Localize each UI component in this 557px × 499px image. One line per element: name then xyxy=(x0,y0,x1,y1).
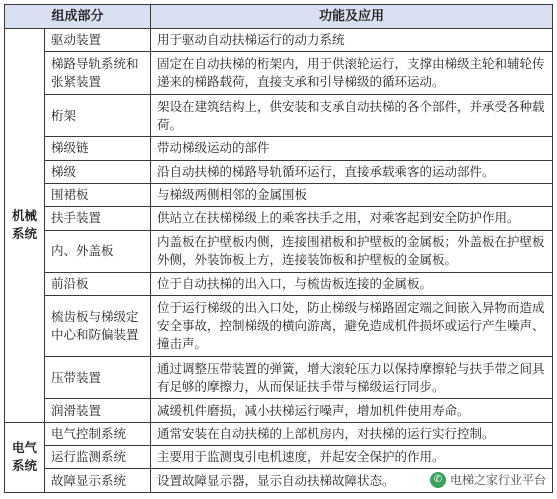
function-cell: 架设在建筑结构上，供安装和支承自动扶梯的各个部件，并承受各种载荷。 xyxy=(151,94,553,136)
function-cell: 位于自动扶梯的出入口，与梳齿板连接的金属板。 xyxy=(151,273,553,296)
function-cell: 通过调整压带装置的弹簧，增大滚轮压力以保持摩擦轮与扶手带之间具有足够的摩擦力，从而保证扶手带与梯级运行同步。 xyxy=(151,356,553,398)
table-row xyxy=(5,230,553,272)
watermark-text: 电梯之家行业平台 xyxy=(449,473,546,487)
category-electrical: 电气系统 xyxy=(5,422,45,492)
table-row xyxy=(5,183,553,206)
function-cell: 位于运行梯级的出入口处，防止梯级与梯路固定端之间嵌入异物而造成安全事故，控制梯级的横向游离，避免造成机件损坏或运行产生噪声、撞击声。 xyxy=(151,296,553,357)
component-cell: 梯级 xyxy=(45,160,151,183)
table-row xyxy=(5,356,553,398)
function-cell: 主要用于监测曳引电机速度，并起安全保护的作用。 xyxy=(151,446,553,469)
component-cell: 前沿板 xyxy=(45,273,151,296)
component-cell: 扶手装置 xyxy=(45,207,151,230)
function-cell: 与梯级两侧相邻的金属围板 xyxy=(151,183,553,206)
component-cell: 故障显示系统 xyxy=(45,469,151,493)
function-cell: 沿自动扶梯的梯路导轨循环运行，直接承载乘客的运动部件。 xyxy=(151,160,553,183)
function-cell: 通常安装在自动扶梯的上部机房内，对扶梯的运行实行控制。 xyxy=(151,422,553,445)
table-row xyxy=(5,29,553,52)
table-row xyxy=(5,52,553,94)
function-cell: 内盖板在护壁板内侧，连接围裙板和护壁板的金属板；外盖板在护壁板外侧，外装饰板上方，连接装饰板和护壁板的金属板。 xyxy=(151,230,553,272)
table-row xyxy=(5,94,553,136)
watermark xyxy=(427,470,549,489)
component-cell: 梯路导轨系统和张紧装置 xyxy=(45,52,151,94)
header-function: 功能及应用 xyxy=(151,5,553,29)
header-components: 组成部分 xyxy=(5,5,151,29)
component-cell: 内、外盖板 xyxy=(45,230,151,272)
table-row xyxy=(5,137,553,160)
component-cell: 围裙板 xyxy=(45,183,151,206)
wechat-icon: ✆ xyxy=(430,472,446,488)
component-cell: 梯级链 xyxy=(45,137,151,160)
table-header-row xyxy=(5,5,553,29)
component-cell: 润滑装置 xyxy=(45,399,151,422)
table-row xyxy=(5,160,553,183)
function-cell: 带动梯级运动的部件 xyxy=(151,137,553,160)
function-cell: 供站立在扶梯梯级上的乘客扶手之用，对乘客起到安全防护作用。 xyxy=(151,207,553,230)
table-row xyxy=(5,399,553,422)
component-cell: 桁架 xyxy=(45,94,151,136)
component-cell: 梳齿板与梯级定中心和防偏装置 xyxy=(45,296,151,357)
component-cell: 电气控制系统 xyxy=(45,422,151,445)
function-cell: 固定在自动扶梯的桁架内，用于供滚轮运行，支撑由梯级主轮和辅轮传递来的梯路载荷，直接支承和引导梯级的循环运动。 xyxy=(151,52,553,94)
function-cell: 设置故障显示器，显示自动扶梯故障状态。 xyxy=(151,469,553,493)
component-cell: 运行监测系统 xyxy=(45,446,151,469)
table-row xyxy=(5,446,553,469)
table-row xyxy=(5,273,553,296)
component-cell: 驱动装置 xyxy=(45,29,151,52)
category-mechanical: 机械系统 xyxy=(5,29,45,423)
function-cell: 减缓机件磨损，减小扶梯运行噪声，增加机件使用寿命。 xyxy=(151,399,553,422)
component-cell: 压带装置 xyxy=(45,356,151,398)
function-cell: 用于驱动自动扶梯运行的动力系统 xyxy=(151,29,553,52)
component-table xyxy=(4,4,553,493)
table-row xyxy=(5,296,553,357)
table-row xyxy=(5,207,553,230)
table-row xyxy=(5,422,553,445)
